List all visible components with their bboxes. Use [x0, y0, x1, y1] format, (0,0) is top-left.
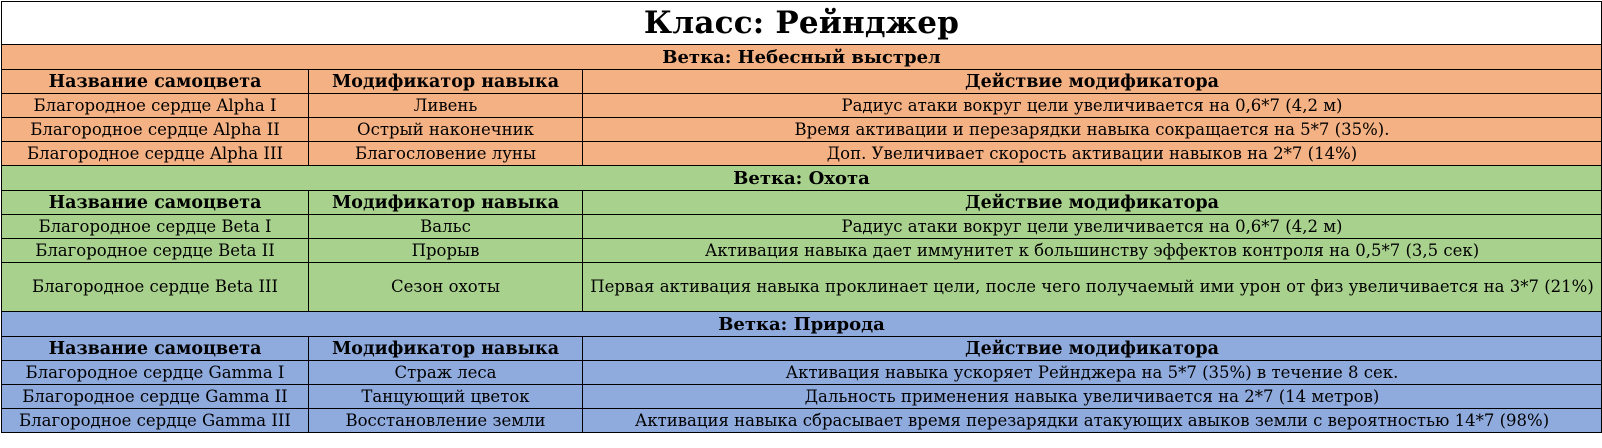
modifier-effect-cell: Активация навыка сбрасывает время перезарядки атакующих авыков земли с вероятностью 14*7 (98%): [583, 409, 1602, 433]
branch-title: Ветка: Охота: [2, 166, 1602, 191]
skill-modifier-cell: Благословение луны: [309, 142, 583, 166]
modifier-effect-cell: Первая активация навыка проклинает цели, после чего получаемый ими урон от физ увеличивается на 3*7 (21%): [583, 263, 1602, 312]
column-header-skill-modifier: Модификатор навыка: [309, 337, 583, 361]
page-title: Класс: Рейнджер: [2, 2, 1602, 45]
column-header-modifier-effect: Действие модификатора: [583, 191, 1602, 215]
branch-header-row: [2, 312, 1602, 337]
table-row: [2, 361, 1602, 385]
skill-modifier-cell: Сезон охоты: [309, 263, 583, 312]
gem-name-cell: Благородное сердце Alpha I: [2, 94, 309, 118]
column-header-modifier-effect: Действие модификатора: [583, 337, 1602, 361]
table-row: [2, 263, 1602, 312]
gem-name-cell: Благородное сердце Beta I: [2, 215, 309, 239]
skill-modifier-cell: Вальс: [309, 215, 583, 239]
gem-name-cell: Благородное сердце Gamma I: [2, 361, 309, 385]
skill-modifier-cell: Прорыв: [309, 239, 583, 263]
column-header-gem-name: Название самоцвета: [2, 337, 309, 361]
skill-modifier-cell: Восстановление земли: [309, 409, 583, 433]
table-row: [2, 142, 1602, 166]
column-header-skill-modifier: Модификатор навыка: [309, 70, 583, 94]
column-header-gem-name: Название самоцвета: [2, 191, 309, 215]
gem-name-cell: Благородное сердце Alpha III: [2, 142, 309, 166]
gem-name-cell: Благородное сердце Alpha II: [2, 118, 309, 142]
gem-name-cell: Благородное сердце Beta III: [2, 263, 309, 312]
modifier-effect-cell: Активация навыка дает иммунитет к большинству эффектов контроля на 0,5*7 (3,5 сек): [583, 239, 1602, 263]
skill-modifier-cell: Острый наконечник: [309, 118, 583, 142]
skill-modifier-cell: Танцующий цветок: [309, 385, 583, 409]
gem-name-cell: Благородное сердце Gamma II: [2, 385, 309, 409]
modifier-effect-cell: Радиус атаки вокруг цели увеличивается на 0,6*7 (4,2 м): [583, 94, 1602, 118]
modifier-effect-cell: Активация навыка ускоряет Рейнджера на 5*7 (35%) в течение 8 сек.: [583, 361, 1602, 385]
branch-title: Ветка: Природа: [2, 312, 1602, 337]
column-header-modifier-effect: Действие модификатора: [583, 70, 1602, 94]
modifier-effect-cell: Радиус атаки вокруг цели увеличивается на 0,6*7 (4,2 м): [583, 215, 1602, 239]
table-row: [2, 215, 1602, 239]
modifier-effect-cell: Доп. Увеличивает скорость активации навыков на 2*7 (14%): [583, 142, 1602, 166]
column-header-gem-name: Название самоцвета: [2, 70, 309, 94]
branch-header-row: [2, 166, 1602, 191]
table-row: [2, 118, 1602, 142]
modifier-effect-cell: Дальность применения навыка увеличивается на 2*7 (14 метров): [583, 385, 1602, 409]
skill-modifier-cell: Ливень: [309, 94, 583, 118]
table-row: [2, 94, 1602, 118]
column-header-row: [2, 337, 1602, 361]
skill-modifier-cell: Страж леса: [309, 361, 583, 385]
branch-header-row: [2, 45, 1602, 70]
table-row: [2, 239, 1602, 263]
table-row: [2, 409, 1602, 433]
column-header-row: [2, 70, 1602, 94]
title-row: [2, 2, 1602, 45]
modifier-effect-cell: Время активации и перезарядки навыка сокращается на 5*7 (35%).: [583, 118, 1602, 142]
gem-name-cell: Благородное сердце Beta II: [2, 239, 309, 263]
gem-name-cell: Благородное сердце Gamma III: [2, 409, 309, 433]
column-header-skill-modifier: Модификатор навыка: [309, 191, 583, 215]
table-row: [2, 385, 1602, 409]
gem-table: [1, 1, 1602, 433]
branch-title: Ветка: Небесный выстрел: [2, 45, 1602, 70]
column-header-row: [2, 191, 1602, 215]
